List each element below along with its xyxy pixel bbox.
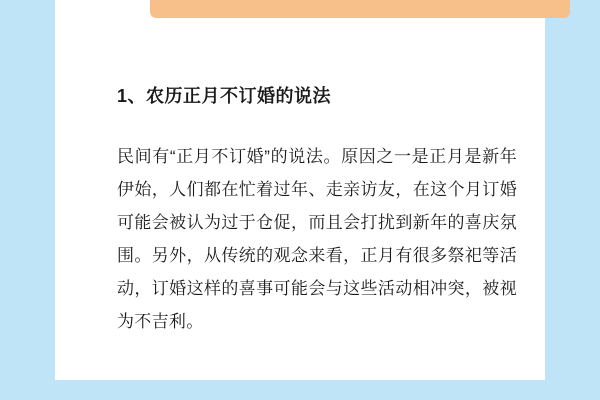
top-banner-text (150, 0, 570, 18)
left-background-band (0, 0, 55, 400)
section-paragraph: 民间有“正月不订婚”的说法。原因之一是正月是新年伊始，人们都在忙着过年、走亲访友，在这个月订婚可能会被认为过于仓促，而且会打扰到新年的喜庆氛围。另外，从传统的观念来看，正月有很多祭祀等活动，订婚这样的喜事可能会与这些活动相冲突，被视为不吉利。 (117, 147, 517, 331)
bottom-background-strip (55, 380, 545, 400)
section-heading: 1、农历正月不订婚的说法 (117, 86, 332, 106)
right-background-band (545, 0, 600, 400)
top-banner (150, 0, 570, 18)
article-card (55, 0, 545, 380)
